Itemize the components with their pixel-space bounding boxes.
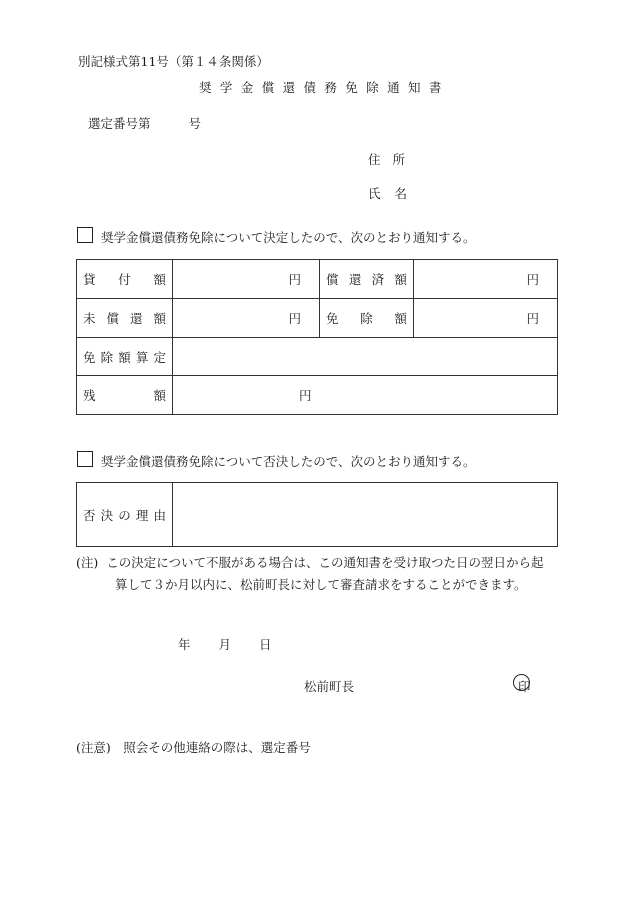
appeal-note bbox=[76, 552, 543, 596]
unpaid-amount-value[interactable] bbox=[173, 299, 320, 338]
unpaid-amount-label-cell bbox=[77, 299, 173, 338]
month-label: 月 bbox=[218, 637, 232, 652]
name-label: 氏名 bbox=[368, 186, 422, 201]
remaining-label: 残 額 bbox=[83, 388, 166, 403]
exempt-calc-label: 免 除 額 算 定 bbox=[83, 349, 166, 365]
exempt-calc-value[interactable] bbox=[173, 338, 558, 376]
exemption-amount-table bbox=[76, 259, 558, 415]
appeal-note-prefix: (注) bbox=[76, 555, 99, 570]
issuer-name: 松前町長 bbox=[304, 679, 355, 694]
exempt-amount-value[interactable] bbox=[414, 299, 558, 338]
appeal-note-line1: この決定について不服がある場合は、この通知書を受け取つた日の翌日から起 bbox=[106, 555, 544, 570]
rejection-reason-label: 否 決 の 理 由 bbox=[83, 507, 166, 523]
contact-note: (注意) 照会その他連絡の際は、選定番号 bbox=[76, 740, 311, 755]
yen-unit: 円 bbox=[526, 311, 539, 326]
unpaid-amount-label: 未 償 還 額 bbox=[83, 311, 166, 326]
remaining-label-cell bbox=[77, 376, 173, 415]
seal-mark: 印 bbox=[518, 679, 531, 694]
exempt-calc-label-cell bbox=[77, 338, 173, 376]
approve-statement: 奨学金償還債務免除について決定したので、次のとおり通知する。 bbox=[101, 230, 476, 245]
selection-number bbox=[88, 114, 201, 132]
remaining-value[interactable] bbox=[173, 376, 558, 415]
year-label: 年 bbox=[178, 637, 191, 652]
appeal-note-line2: 算して３か月以内に、松前町長に対して審査請求をすることができます。 bbox=[115, 577, 527, 592]
repaid-amount-label: 償 還 済 額 bbox=[326, 272, 407, 287]
yen-unit: 円 bbox=[299, 388, 312, 403]
exempt-amount-label-cell bbox=[320, 299, 414, 338]
issue-date bbox=[178, 635, 272, 653]
selection-number-suffix: 号 bbox=[188, 116, 202, 131]
rejection-reason-label-cell bbox=[77, 483, 173, 547]
repaid-amount-label-cell bbox=[320, 260, 414, 299]
loan-amount-label-cell bbox=[77, 260, 173, 299]
approve-checkbox[interactable] bbox=[77, 227, 93, 243]
exempt-amount-label: 免 除 額 bbox=[326, 311, 407, 326]
reject-statement: 奨学金償還債務免除について否決したので、次のとおり通知する。 bbox=[101, 454, 476, 469]
form-reference: 別記様式第11号（第１４条関係） bbox=[78, 54, 269, 69]
yen-unit: 円 bbox=[526, 272, 539, 287]
repaid-amount-value[interactable] bbox=[414, 260, 558, 299]
rejection-reason-table bbox=[76, 482, 558, 547]
reject-checkbox[interactable] bbox=[77, 451, 93, 467]
address-label: 住所 bbox=[368, 152, 418, 167]
day-label: 日 bbox=[259, 637, 272, 652]
yen-unit: 円 bbox=[288, 311, 301, 326]
yen-unit: 円 bbox=[288, 272, 301, 287]
selection-number-label: 選定番号第 bbox=[88, 116, 151, 131]
loan-amount-label: 貸 付 額 bbox=[83, 272, 166, 287]
loan-amount-value[interactable] bbox=[173, 260, 320, 299]
rejection-reason-value[interactable] bbox=[173, 483, 558, 547]
document-title: 奨学金償還債務免除通知書 bbox=[199, 80, 450, 95]
